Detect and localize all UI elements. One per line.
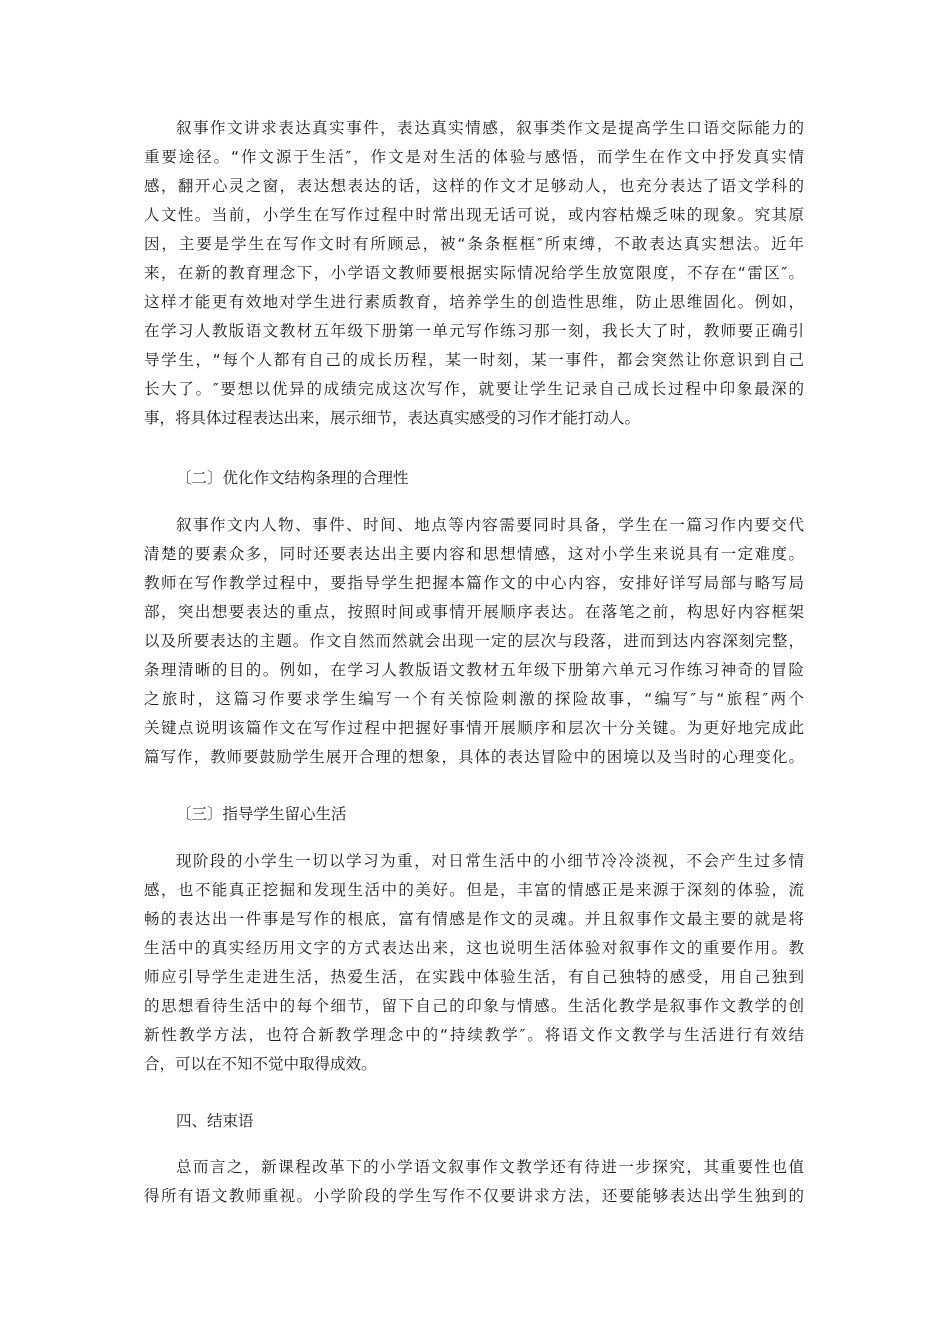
text-line: 新性教学方法，也符合新教学理念中的“持续教学″。将语文作文教学与生活进行有效结 — [144, 1026, 804, 1044]
text-line: 生活中的真实经历用文字的方式表达出来，这也说明生活体验对叙事作文的重要作用。教 — [144, 939, 804, 957]
text-line: 清楚的要素众多，同时还要表达出主要内容和思想情感，这对小学生来说具有一定难度。 — [144, 545, 804, 563]
text-line: 以及所要表达的主题。作文自然而然就会出现一定的层次与段落，进而到达内容深刻完整， — [144, 632, 804, 650]
text-line: 感，翻开心灵之窗，表达想表达的话，这样的作文才足够动人，也充分表达了语文学科的 — [144, 177, 804, 195]
text-line: 长大了。″要想以优异的成绩完成这次写作，就要让学生记录自己成长过程中印象最深的 — [144, 380, 804, 398]
text-line: 重要途径。“作文源于生活″，作文是对生活的体验与感悟，而学生在作文中抒发真实情 — [144, 148, 804, 166]
text-line: 事，将具体过程表达出来，展示细节，表达真实感受的习作才能打动人。 — [144, 409, 641, 427]
text-line: 畅的表达出一件事是写作的根底，富有情感是作文的灵魂。并且叙事作文最主要的就是将 — [144, 910, 804, 928]
text-line: 得所有语文教师重视。小学阶段的学生写作不仅要讲求方法，还要能够表达出学生独到的 — [144, 1187, 804, 1205]
text-line: 来，在新的教育理念下，小学语文教师要根据实际情况给学生放宽限度，不存在“雷区″。 — [144, 264, 804, 282]
section-heading-3: 〔三〕指导学生留心生活 — [176, 805, 347, 823]
text-line: 这样才能更有效地对学生进行素质教育，培养学生的创造性思维，防止思维固化。例如， — [144, 293, 804, 311]
text-line: 合，可以在不知不觉中取得成效。 — [144, 1055, 377, 1073]
text-line: 现阶段的小学生一切以学习为重，对日常生活中的小细节冷冷淡视，不会产生过多情 — [176, 852, 804, 870]
text-line: 人文性。当前，小学生在写作过程中时常出现无话可说，或内容枯燥乏味的现象。究其原 — [144, 206, 804, 224]
text-line: 条理清晰的目的。例如，在学习人教版语文教材五年级下册第六单元习作练习神奇的冒险 — [144, 661, 804, 679]
text-line: 之旅时，这篇习作要求学生编写一个有关惊险刺激的探险故事，“编写″与“旅程″两个 — [144, 690, 804, 708]
text-line: 教师在写作教学过程中，要指导学生把握本篇作文的中心内容，安排好详写局部与略写局 — [144, 574, 804, 592]
text-line: 关键点说明该篇作文在写作过程中把握好事情开展顺序和层次十分关键。为更好地完成此 — [144, 719, 804, 737]
section-heading-2: 〔二〕优化作文结构条理的合理性 — [176, 469, 409, 487]
text-line: 师应引导学生走进生活，热爱生活，在实践中体验生活，有自己独特的感受，用自己独到 — [144, 968, 804, 986]
text-line: 叙事作文内人物、事件、时间、地点等内容需要同时具备，学生在一篇习作内要交代 — [176, 516, 804, 534]
text-line: 因，主要是学生在写作文时有所顾忌，被“条条框框″所束缚，不敢表达真实想法。近年 — [144, 235, 804, 253]
text-line: 在学习人教版语文教材五年级下册第一单元写作练习那一刻，我长大了时，教师要正确引 — [144, 322, 804, 340]
text-line: 部，突出想要表达的重点，按照时间或事情开展顺序表达。在落笔之前，构思好内容框架 — [144, 603, 804, 621]
text-line: 的思想看待生活中的每个细节，留下自己的印象与情感。生活化教学是叙事作文教学的创 — [144, 997, 804, 1015]
text-line: 篇写作，教师要鼓励学生展开合理的想象，具体的表达冒险中的困境以及当时的心理变化。 — [144, 748, 804, 766]
text-line: 叙事作文讲求表达真实事件，表达真实情感，叙事类作文是提高学生口语交际能力的 — [176, 119, 804, 137]
text-line: 导学生，“每个人都有自己的成长历程，某一时刻，某一事件，都会突然让你意识到自己 — [144, 351, 804, 369]
section-heading-4: 四、结束语 — [176, 1112, 254, 1130]
text-line: 感，也不能真正挖掘和发现生活中的美好。但是，丰富的情感正是来源于深刻的体验，流 — [144, 881, 804, 899]
text-line: 总而言之，新课程改革下的小学语文叙事作文教学还有待进一步探究，其重要性也值 — [176, 1158, 804, 1176]
